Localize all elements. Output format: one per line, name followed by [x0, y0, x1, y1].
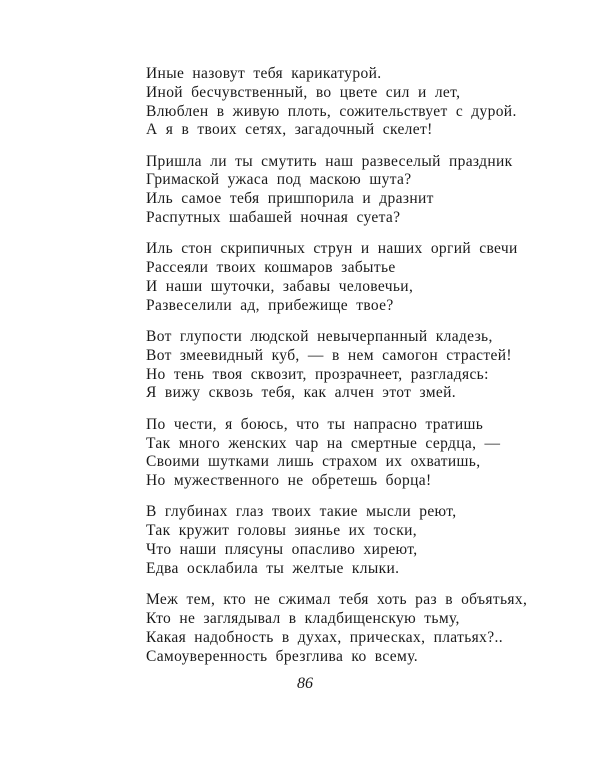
poem-line: Иной бесчувственный, во цвете сил и лет, — [146, 83, 461, 101]
stanza — [146, 591, 527, 666]
poem-line: Иль самое тебя пришпорила и дразнит — [146, 190, 434, 208]
poem-line: Гримаской ужаса под маскою шута? — [146, 171, 412, 189]
poem-line: Но мужественного не обретешь борца! — [146, 472, 432, 490]
page-number: 86 — [297, 675, 313, 692]
stanza — [146, 65, 527, 140]
stanza — [146, 153, 527, 228]
poem-line: Иль стон скрипичных струн и наших оргий свечи — [146, 240, 518, 258]
poem-line: Вот змеевидный куб, — в нем самогон страстей! — [146, 346, 512, 364]
poem-line: Кто не заглядывал в кладбищенскую тьму, — [146, 609, 460, 627]
poem-line: По чести, я боюсь, что ты напрасно тратишь — [146, 415, 484, 433]
poem-line: Своими шутками лишь страхом их охватишь, — [146, 453, 481, 471]
poem-line: В глубинах глаз твоих такие мысли реют, — [146, 503, 457, 521]
stanza — [146, 416, 527, 491]
poem-line: Рассеяли твоих кошмаров забытье — [146, 259, 396, 277]
poem-line: Какая надобность в духах, прическах, платьях?.. — [146, 628, 503, 646]
poem-line: Я вижу сквозь тебя, как алчен этот змей. — [146, 384, 456, 402]
poem-line: Пришла ли ты смутить наш развеселый праздник — [146, 152, 513, 170]
poem-line: Едва осклабила ты желтые клыки. — [146, 559, 400, 577]
poem-line: Так много женских чар на смертные сердца, — — [146, 434, 501, 452]
poem-line: Вот глупости людской невычерпанный кладезь, — [146, 328, 493, 346]
poem-text — [146, 65, 527, 679]
stanza — [146, 240, 527, 315]
stanza — [146, 503, 527, 578]
poem-line: Самоуверенность брезглива ко всему. — [146, 647, 418, 665]
poem-line: Распутных шабашей ночная суета? — [146, 209, 401, 227]
poem-line: И наши шуточки, забавы человечьи, — [146, 277, 414, 295]
poem-line: А я в твоих сетях, загадочный скелет! — [146, 121, 433, 139]
poem-line: Так кружит головы зиянье их тоски, — [146, 522, 418, 540]
stanza — [146, 328, 527, 403]
poem-line: Но тень твоя сквозит, прозрачнеет, разгладясь: — [146, 365, 489, 383]
poem-line: Влюблен в живую плоть, сожительствует с дурой. — [146, 102, 517, 120]
poem-line: Меж тем, кто не сжимал тебя хоть раз в объятьях, — [146, 591, 528, 609]
poem-line: Что наши плясуны опасливо хиреют, — [146, 541, 418, 559]
poem-line: Развеселили ад, прибежище твое? — [146, 296, 394, 314]
poem-line: Иные назовут тебя карикатурой. — [146, 65, 382, 82]
